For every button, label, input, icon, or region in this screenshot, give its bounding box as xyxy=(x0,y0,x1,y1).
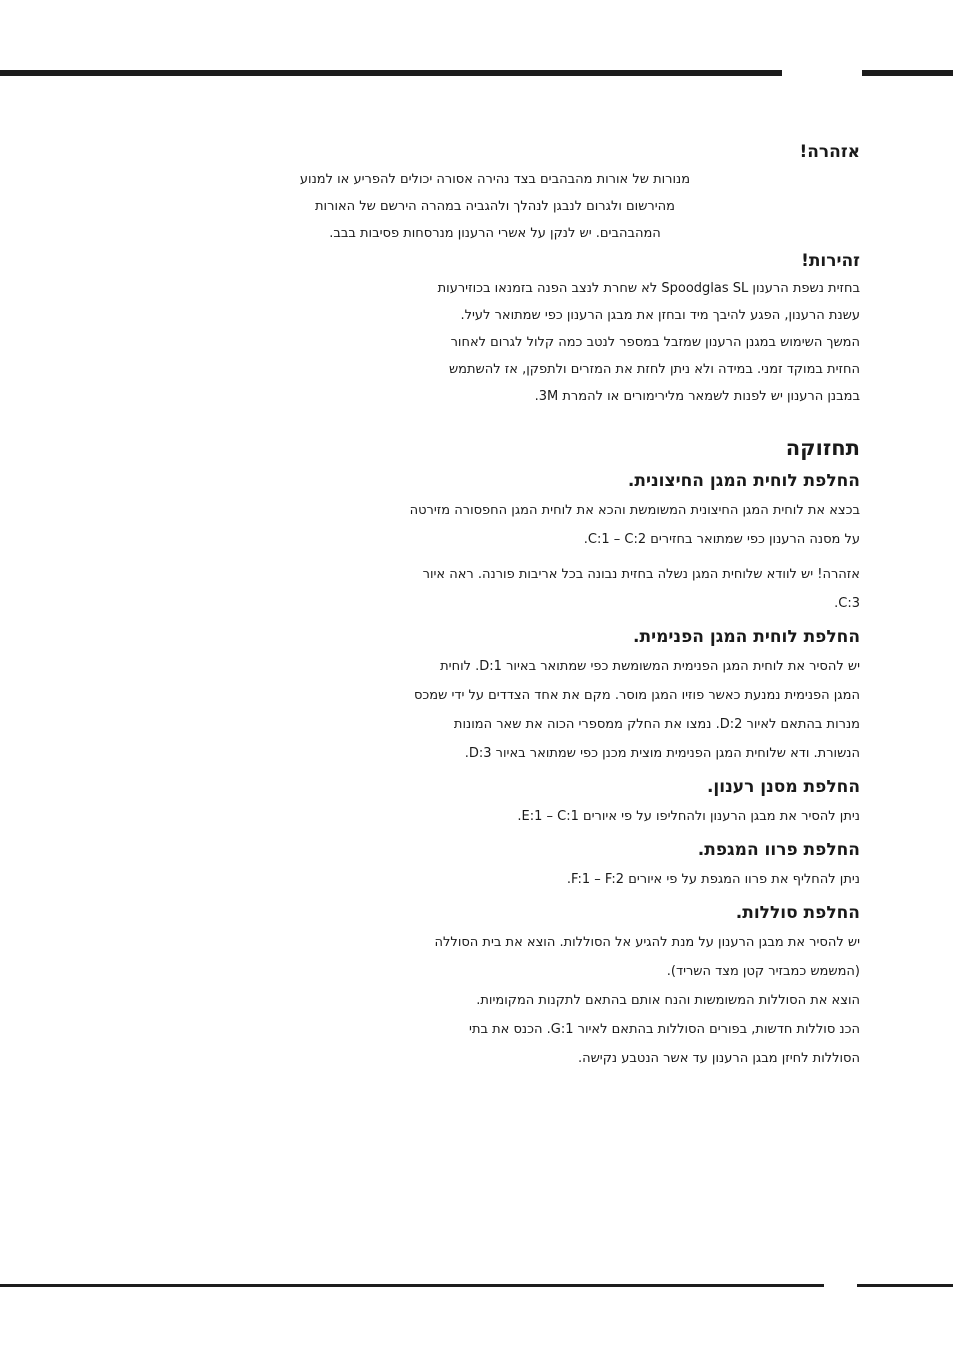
caution-text xyxy=(130,275,860,410)
section-title: החלפת מסנן רענון. xyxy=(706,777,860,797)
caution-line: החזית במוקד זמני. במידה ולא ניתן לחזת את המזרים ולתפקן, אז להשתמש xyxy=(448,362,860,377)
section-paragraph xyxy=(130,802,860,831)
section-filter xyxy=(130,774,860,831)
caution-title: זהירות! xyxy=(801,251,860,271)
section-line: ניתן להסיר את מבגן הרענון ולהחליפו על פי איורים E:1 – C:1. xyxy=(517,809,860,824)
caution-line: המשך השימוש במגנן הרענון שמזבל במספר לנטב כמה קלול לגרום לאחור xyxy=(450,335,860,350)
warning-line: המהבהבים. יש לנקן על אשרי הרענון מנרסחות פסיבות בבב. xyxy=(329,226,661,241)
warning-block xyxy=(130,138,860,247)
page-content xyxy=(130,138,860,1073)
section-inner-shield xyxy=(130,624,860,768)
section-paragraph xyxy=(130,865,860,894)
section-title: החלפת פרוו המגפת. xyxy=(697,840,860,860)
section-line: C:3. xyxy=(834,596,860,611)
section-title: החלפת לוחית המגן החיצונית. xyxy=(627,471,860,491)
section-line: יש להסיר את לוחית המגן הפנימית המשומשת כפי שמתואר באיור D:1. לוחית xyxy=(440,659,860,674)
caution-line: עשנת הרענון, הפגע להיבך מיד ובחזן את מבגן הרענון כפי שמתואר לעיל. xyxy=(460,308,860,323)
section-line: אזהרה! יש לוודא שלוחית המגן נשלה בחזית נבונה בכל אריבות פורנה. ראה איור xyxy=(422,567,860,582)
section-line: מנרות בהתאם לאיור D:2. נמצו את החלק ממספרי הכוה את שאר המונות xyxy=(453,717,860,732)
section-paragraph xyxy=(130,928,860,986)
section-line: ניתן להחליף את פרוו המגפת על פי איורים F:1 – F:2. xyxy=(566,872,860,887)
section-line: הסוללות לחיזן מבגן הרענון עד אשר הנטבע נקישה. xyxy=(577,1051,860,1066)
section-paragraph xyxy=(130,652,860,768)
section-line: הוצא את הסוללות המשומשות והנח אותם בהתאם לתקנות המקומיות. xyxy=(476,993,860,1008)
section-line: (המשמש כמבזיר קטן מצד השריד). xyxy=(666,964,860,979)
bottom-rule-short xyxy=(857,1284,953,1287)
section-title: החלפת סוללות. xyxy=(735,903,860,923)
section-line: יש להסיר את מבגן הרענון על מנת להגיע אל הסוללות. הוצא את בית הסוללה xyxy=(434,935,860,950)
section-paragraph xyxy=(130,986,860,1073)
warning-line: מנורות של אורות מהבהבים בצד נהירה אסורה יכולים להפריע או למנוע xyxy=(299,172,691,187)
bottom-rule-long xyxy=(0,1284,824,1287)
section-line: על מסנה הרענון כפי שמתואר בחזירים C:1 – C:2. xyxy=(583,532,860,547)
section-batteries xyxy=(130,900,860,1073)
caution-block xyxy=(130,247,860,410)
caution-line: במבנן הרענון יש לפנות לשמאר מלירימורים או להמרת 3M. xyxy=(534,389,860,404)
section-line: בכצא את לוחית המגן החיצונית המשומשת והכא את לוחית המגן החפסורה מזירטה xyxy=(409,503,860,518)
section-outer-shield xyxy=(130,468,860,618)
caution-line: בחזית נשפת הרענון Spoodglas SL לא שחרת לנצב הפנה בזמנאו בכוזירעות xyxy=(437,281,860,296)
section-paragraph xyxy=(130,496,860,554)
warning-line: מהירשום ולגרום לנבגן לנהלך ולהגביה במהרה הירשם של האורות xyxy=(315,199,675,214)
warning-text xyxy=(130,166,860,247)
section-line: הכנ סוללות חדשות, בפורים הסוללות בהתאם לאיור G:1. הכנס את בתי xyxy=(469,1022,860,1037)
maintenance-title: תחזוקה xyxy=(785,436,860,460)
section-line: הנשורת. ודא שלוחית המגן הפנימית מוצית מכנן כפי שמתואר באיור D:3. xyxy=(464,746,860,761)
section-paragraph xyxy=(130,560,860,618)
section-title: החלפת לוחית המגן הפנימית. xyxy=(633,627,860,647)
section-seal xyxy=(130,837,860,894)
warning-title: אזהרה! xyxy=(799,142,860,162)
section-line: המגן הפנימית נמנעת כאשר פוזיו המגן מוסר. מקם את אחד הצדדים על ידי שמכס xyxy=(413,688,860,703)
top-rule-short xyxy=(862,70,953,76)
top-rule-long xyxy=(0,70,782,76)
